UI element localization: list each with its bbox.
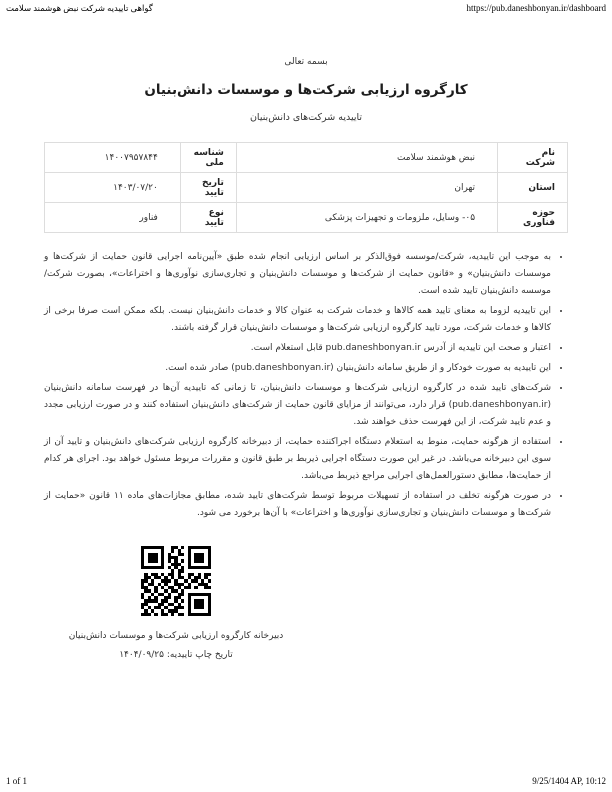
national-id-value: ۱۴۰۰۷۹۵۷۸۴۴ [45,143,181,173]
certificate-subtitle: تاییدیه شرکت‌های دانش‌بنیان [249,112,363,123]
note-item: • به موجب این تاییدیه، شرکت/موسسه فوق‌الذکر بر اساس ارزیابی انجام شده طبق «آیین‌نامه اجرایی قانون حمایت از شرکت‌ها و موسسات دانش‌بنیان» و «قانون حمایت از شرکت‌ها و موسسات دانش‌بنیان و تجاری‌سازی نوآوری‌ها و اختراعات»، بصورت شرکت/موسسه دانش‌بنیان تایید شده است. [44,249,551,300]
note-item: • شرکت‌های تایید شده در کارگروه ارزیابی شرکت‌ها و موسسات دانش‌بنیان، تا زمانی که تاییدیه آن‌ها در فهرست سامانه دانش‌بنیان (pub.daneshbonyan.ir) قرار دارد، می‌توانند از مزایای قانون حمایت از شرکت‌های دانش‌بنیان استفاده کنند و در صورت ارزیابی مجدد و عدم تایید شرکت، از این فهرست حذف خواهند شد. [44,380,551,431]
note-item: • در صورت هرگونه تخلف در استفاده از تسهیلات مربوط توسط شرکت‌های تایید شده، مطابق مجازات‌های ماده ۱۱ قانون «حمایت از شرکت‌ها و موسسات دانش‌بنیان و تجاری‌سازی نوآوری‌ها و اختراعات» با آن‌ها برخورد می شود. [44,488,551,522]
national-id-label: شناسه ملی [180,143,236,173]
page-url: https://pub.daneshbonyan.ir/dashboard [466,3,606,13]
company-info-table [44,142,568,233]
table-row [45,143,568,173]
province-value: تهران [236,173,497,203]
print-date-line: تاریخ چاپ تاییدیه: ۱۴۰۴/۰۹/۲۵ [119,650,233,660]
print-footer [6,776,606,786]
note-item: • این تاییدیه لزوما به معنای تایید همه کالاها و خدمات شرکت به عنوان کالا و خدمات دانش‌بنیان نیست. بلکه ممکن است صرفا برخی از کالاها و خدمات شرکت، مورد تایید کارگروه ارزیابی شرکت‌ها و موسسات دانش‌بنیان قرار گرفته باشند. [44,303,551,337]
approval-type-value: فناور [45,203,181,233]
approval-type-label: نوع تایید [180,203,236,233]
approval-date-value: ۱۴۰۳/۰۷/۲۰ [45,173,181,203]
table-row [45,203,568,233]
tech-field-value: ۰۵- وسایل، ملزومات و تجهیزات پزشکی [236,203,497,233]
document-title: گواهی تاییدیه شرکت نبض هوشمند سلامت [6,3,153,13]
tech-field-label: حوزه فناوری [498,203,568,233]
qr-caption: دبیرخانه کارگروه ارزیابی شرکت‌ها و موسسات دانش‌بنیان [68,631,284,641]
qr-block [44,546,308,660]
bismillah-text: بسمه تعالی [284,57,328,67]
company-name-value: نبض هوشمند سلامت [236,143,497,173]
note-item: • استفاده از هرگونه حمایت، منوط به استعلام دستگاه اجراکننده حمایت، از دبیرخانه کارگروه ارزیابی شرکت‌های دانش‌بنیان و تایید آن از سوی این دبیرخانه می‌باشد. در غیر این صورت دستگاه اجرایی ذیربط بر طبق قانون و مقررات مربوط مسئول خواهد بود. اجرای هر کدام از حمایت‌ها، مطابق دستورالعمل‌های اجرایی مراجع ذیربط می‌باشد. [44,434,551,485]
province-label: استان [498,173,568,203]
certificate-body [44,0,568,660]
table-row [45,173,568,203]
certificate-title: کارگروه ارزیابی شرکت‌ها و موسسات دانش‌بنیان [144,82,468,98]
approval-date-label: تاریخ تایید [180,173,236,203]
note-item: • این تاییدیه به صورت خودکار و از طریق سامانه دانش‌بنیان (pub.daneshbonyan.ir) صادر شده است. [44,360,551,377]
notes-list [44,249,568,522]
print-header [6,3,606,14]
qr-code-image [141,546,211,616]
note-item: • اعتبار و صحت این تاییدیه از آدرس pub.daneshbonyan.ir قابل استعلام است. [44,340,551,357]
print-datetime: 9/25/1404 AP, 10:12 [532,776,606,786]
page-number: 1 of 1 [6,776,27,786]
company-name-label: نام شرکت [498,143,568,173]
